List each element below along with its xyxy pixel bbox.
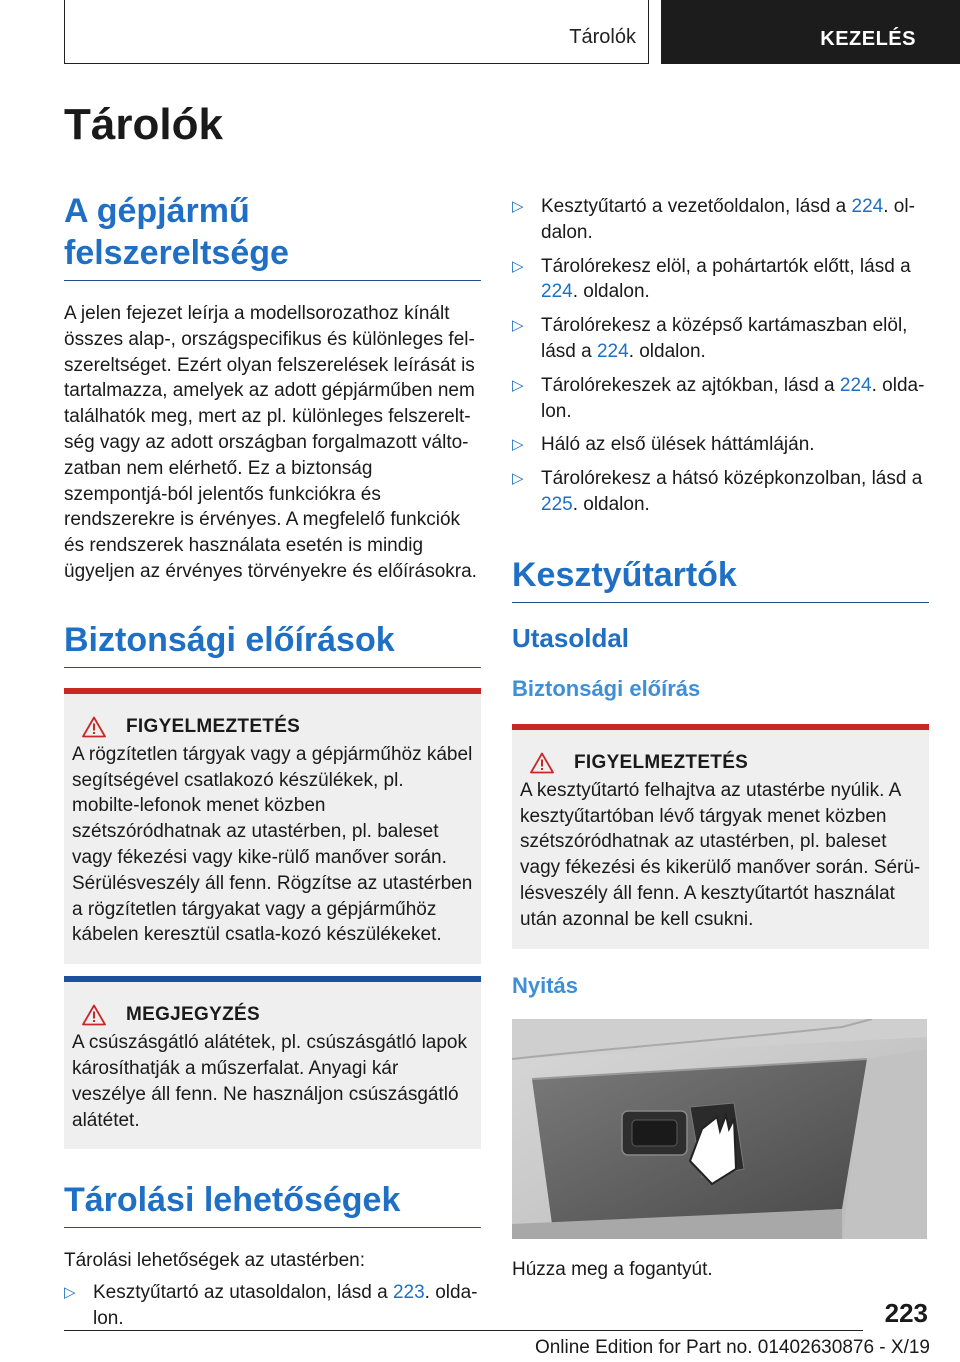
header-section-title: Tárolók [569, 26, 636, 48]
list-bullet-icon: ▷ [512, 198, 524, 215]
notice-text: A csúszásgátló alátétek, pl. csúszásgátló lapok károsíthatják a műszerfalat. Anyagi kár veszélye áll fenn. Ne használjon csúszásgátló alátétet. [72, 1032, 468, 1131]
storage-list-left [64, 1280, 481, 1332]
warning-title: FIGYELMEZTETÉS [574, 751, 749, 773]
equipment-heading: A gépjármű felszereltsége [64, 190, 481, 281]
list-bullet-icon: ▷ [512, 376, 524, 394]
page-title: Tárolók [64, 100, 223, 149]
opening-heading: Nyitás [512, 972, 579, 998]
page-number: 223 [884, 1298, 928, 1328]
storage-list-right [512, 194, 929, 518]
header-chapter-tab [661, 0, 960, 64]
warning-text: A rögzítetlen tárgyak vagy a gépjárműhöz kábel segítségével csatlakozó készülékek, pl. mobilte-lefonok menet közben szétszóródhatnak az utastérben, pl. baleset vagy fékezési vagy kike-rülő manőver során. Sérülésveszély áll fenn. Rögzítse az utastérben a rögzítetlen tárgyakat vagy a gépjárműhöz kábelen keresztül csatla-kozó készülékeket. [72, 743, 473, 946]
footer-divider [64, 1330, 863, 1331]
warning-triangle-icon [530, 752, 554, 774]
glovebox-handle-photo [512, 1019, 927, 1239]
list-item: ▷ Háló az első ülések háttámláján. [512, 432, 929, 458]
glovebox-illustration [512, 1019, 927, 1239]
passenger-side-heading: Utasoldal [512, 622, 630, 653]
right-column [512, 194, 929, 1281]
photo-caption: Húzza meg a fogantyút. [512, 1258, 713, 1280]
list-bullet-icon: ▷ [512, 470, 524, 488]
left-column [64, 190, 481, 1332]
notice-title: MEGJEGYZÉS [126, 1004, 260, 1026]
page-reference-link[interactable]: 223 [392, 1282, 425, 1304]
footer-edition: Online Edition for Part no. 01402630876 - X/19 [534, 1337, 930, 1358]
list-item: ▷ Tárolórekesz a középső kartámaszban elöl, lásd a 224. oldalon. [512, 315, 908, 362]
warning-title: FIGYELMEZTETÉS [126, 715, 301, 737]
page-reference-link[interactable]: 225 [541, 493, 573, 515]
page-reference-link[interactable]: 224 [851, 196, 884, 217]
safety-heading: Biztonsági előírások [64, 619, 481, 668]
list-item: ▷ Tárolórekeszek az ajtókban, lásd a 224. olda-lon. [512, 374, 925, 422]
glovebox-heading: Kesztyűtartók [512, 554, 929, 603]
header-section-tab [64, 0, 649, 64]
page-reference-link[interactable]: 224 [541, 281, 573, 303]
storage-heading: Tárolási lehetőségek [64, 1179, 481, 1228]
warning-box [64, 688, 481, 964]
storage-intro: Tárolási lehetőségek az utastérben: [64, 1250, 366, 1272]
list-bullet-icon: ▷ [512, 436, 524, 454]
warning-triangle-icon [82, 716, 106, 738]
warning-text: A kesztyűtartó felhajtva az utastérbe nyúlik. A kesztyűtartóban lévő tárgyak menet közben szétszóródhatnak az utastérben, pl. baleset vagy fékezési és kikerülő manőver során. Sérü-lésveszély áll fenn. A kesztyűtartót használat után azonnal be kell csukni. [520, 779, 921, 930]
list-bullet-icon: ▷ [64, 1284, 76, 1302]
list-item: ▷ Kesztyűtartó az utasoldalon, lásd a 223. olda-lon. [64, 1282, 478, 1329]
list-item: ▷ Tárolórekesz elöl, a pohártartók előtt, lásd a 224. oldalon. [512, 255, 911, 303]
safety-subheading: Biztonsági előírás [512, 675, 701, 701]
notice-box [64, 976, 481, 1149]
glovebox-warning-box [512, 724, 929, 949]
list-item: ▷ Kesztyűtartó a vezetőoldalon, lásd a 224. ol-dalon. [512, 196, 915, 243]
header-chapter-title: KEZELÉS [820, 28, 916, 50]
page-reference-link[interactable]: 224 [839, 374, 872, 396]
list-bullet-icon: ▷ [512, 257, 524, 275]
page-reference-link[interactable]: 224 [596, 340, 629, 362]
list-bullet-icon: ▷ [512, 317, 524, 335]
notice-triangle-icon [82, 1004, 106, 1026]
list-item: ▷ Tárolórekesz a hátsó középkonzolban, lásd a 225. oldalon. [512, 468, 923, 515]
equipment-text: A jelen fejezet leírja a modellsorozathoz kínált összes alap-, országspecifikus és különleges fel-szereltséget. Ezért olyan felszerelések leírását is tartalmazza, amelyek az adott gépjárműben nem találhatók meg, mert az pl. különleges felszerelt-ség vagy az adott országban forgalmazott válto-zatban nem elérhető. Ez a biztonság szempontjá-ból jelentős funkciókra és rendszerekre is érvényes. A megfelelő funkciók és rendszerek használata esetén is mindig ügyeljen az érvényes törvényekre és előírásokra. [64, 303, 477, 582]
